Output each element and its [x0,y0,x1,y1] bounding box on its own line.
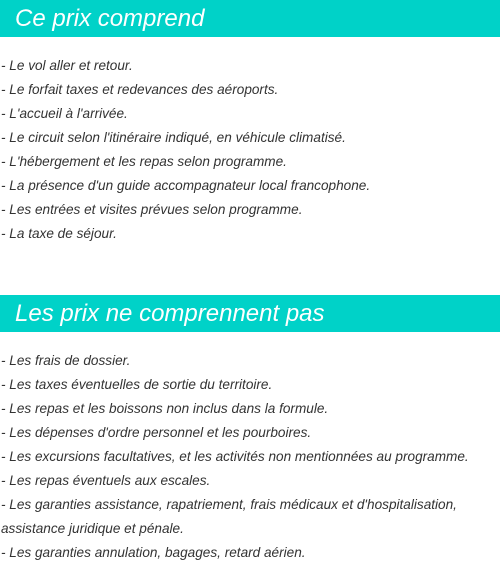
list-item: - Les repas et les boissons non inclus dans la formule. [1,401,329,416]
list-item: - Le forfait taxes et redevances des aéroports. [1,82,279,97]
list-item: - Le vol aller et retour. [1,58,133,73]
list-item: - Les frais de dossier. [1,353,131,368]
list-item: - Les dépenses d'ordre personnel et les pourboires. [1,425,312,440]
list-item: - L'accueil à l'arrivée. [1,106,128,121]
list-item: - La présence d'un guide accompagnateur local francophone. [1,178,371,193]
list-item: - Les taxes éventuelles de sortie du territoire. [1,377,273,392]
list-item: - Les garanties assistance, rapatriement, frais médicaux et d'hospitalisation, assistance juridique et pénale. [1,497,457,536]
list-item: - Les repas éventuels aux escales. [1,473,211,488]
list-item: - Les excursions facultatives, et les activités non mentionnées au programme. [1,449,469,464]
included-section-title: Ce prix comprend [0,0,500,37]
list-item: - Les entrées et visites prévues selon programme. [1,202,303,217]
excluded-section-title: Les prix ne comprennent pas [0,295,500,332]
excluded-list [1,349,496,565]
list-item: - Les garanties annulation, bagages, retard aérien. [1,545,306,560]
list-item: - L'hébergement et les repas selon programme. [1,154,287,169]
included-list [1,54,496,246]
list-item: - La taxe de séjour. [1,226,117,241]
list-item: - Le circuit selon l'itinéraire indiqué, en véhicule climatisé. [1,130,346,145]
